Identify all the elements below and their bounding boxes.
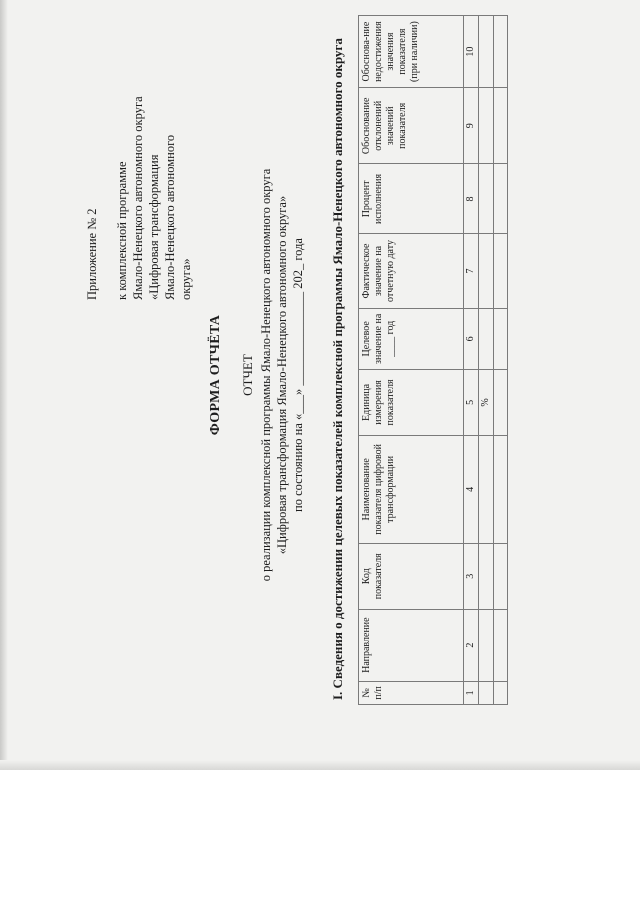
column-header: Код показателя <box>359 543 464 609</box>
table-cell <box>479 609 494 681</box>
table-cell <box>494 435 508 543</box>
column-header: Наименование показателя цифровой трансформации <box>359 435 464 543</box>
table-row <box>479 16 494 705</box>
table-header-row <box>359 16 464 705</box>
table-cell <box>479 16 494 88</box>
table-cell <box>479 234 494 308</box>
column-number: 4 <box>464 435 479 543</box>
column-number: 1 <box>464 681 479 704</box>
appendix-block <box>84 40 194 300</box>
table-cell <box>494 164 508 234</box>
column-number: 5 <box>464 370 479 436</box>
column-header: Направление <box>359 609 464 681</box>
column-header: Обоснование отклонений значений показателя <box>359 88 464 164</box>
table-cell <box>479 435 494 543</box>
column-number: 2 <box>464 609 479 681</box>
appendix-line: округа» <box>179 258 193 300</box>
indicators-table <box>358 15 508 705</box>
column-number: 8 <box>464 164 479 234</box>
table-cell <box>494 308 508 369</box>
column-header: Целевое значение на ____ год <box>359 308 464 369</box>
appendix-line: Ямало-Ненецкого автономного <box>163 134 177 300</box>
appendix-line: «Цифровая трансформация <box>147 154 161 300</box>
table-cell <box>479 681 494 704</box>
table-cell: % <box>479 370 494 436</box>
table-cell <box>494 609 508 681</box>
table-cell <box>479 164 494 234</box>
table-cell <box>494 681 508 704</box>
column-number-row <box>464 16 479 705</box>
report-subtitle-line: о реализации комплексной программы Ямало-Ненецкого автономного округа <box>259 168 273 582</box>
column-header: Обоснова-ние недостижения значения показателя (при наличии) <box>359 16 464 88</box>
appendix-line: Ямало-Ненецкого автономного округа <box>131 96 145 300</box>
report-subtitle-line: «Цифровая трансформация Ямало-Ненецкого автономного округа» <box>275 195 289 555</box>
column-number: 7 <box>464 234 479 308</box>
column-number: 10 <box>464 16 479 88</box>
section-heading: I. Сведения о достижении целевых показателей комплексной программы Ямало-Ненецкого автономного округа <box>330 38 345 700</box>
column-number: 9 <box>464 88 479 164</box>
table-cell <box>494 370 508 436</box>
table-cell <box>479 308 494 369</box>
table-cell <box>479 543 494 609</box>
table-cell <box>479 88 494 164</box>
column-header: Фактическое значение на отчетную дату <box>359 234 464 308</box>
table-cell <box>494 543 508 609</box>
report-title: ОТЧЕТ <box>240 354 255 396</box>
table-cell <box>494 234 508 308</box>
column-header: Единица измерения показателя <box>359 370 464 436</box>
column-number: 6 <box>464 308 479 369</box>
table-cell <box>494 16 508 88</box>
column-number: 3 <box>464 543 479 609</box>
column-header: Процент исполнения <box>359 164 464 234</box>
table-row <box>494 16 508 705</box>
table-cell <box>494 88 508 164</box>
report-date-line: по состоянию на «___» _______________ 202_ года <box>291 238 305 512</box>
column-header: № п/п <box>359 681 464 704</box>
appendix-line: к комплексной программе <box>115 161 129 300</box>
form-title: ФОРМА ОТЧЁТА <box>208 314 223 436</box>
appendix-title: Приложение № 2 <box>85 208 99 300</box>
